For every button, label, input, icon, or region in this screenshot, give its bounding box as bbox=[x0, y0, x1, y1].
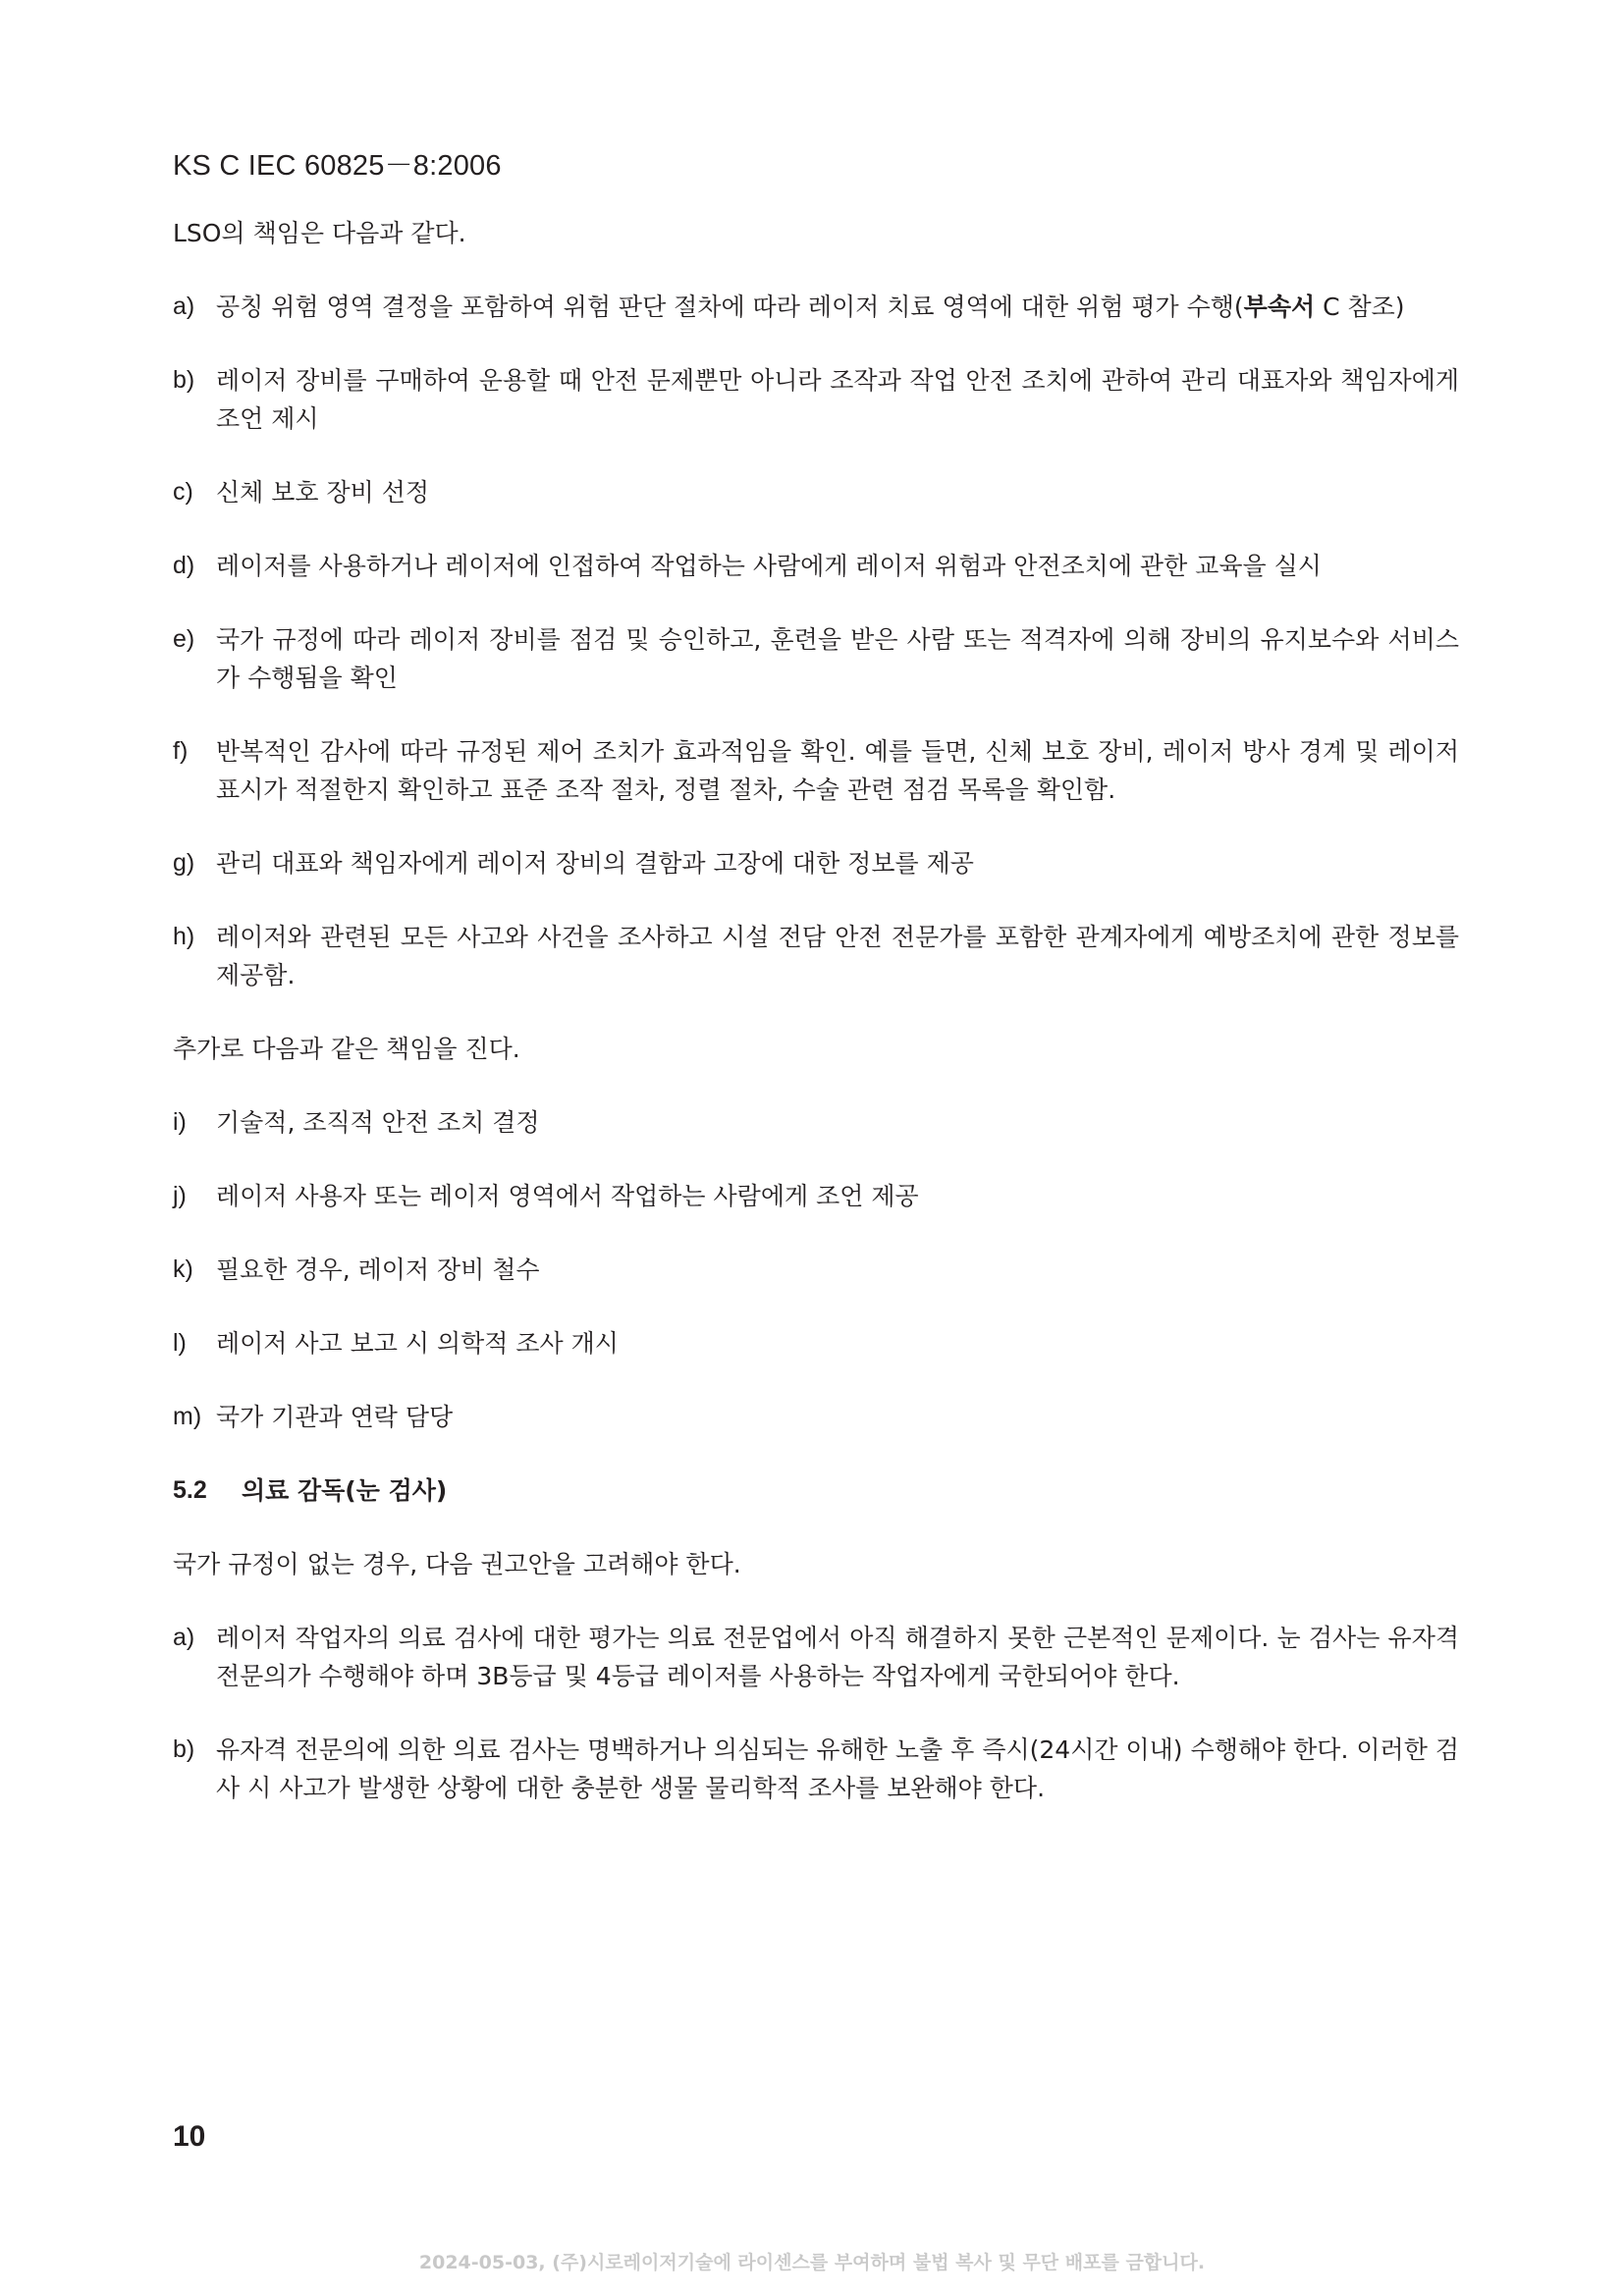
list-item-text: 레이저와 관련된 모든 사고와 사건을 조사하고 시설 전담 안전 전문가를 포함한 관계자에게 예방조치에 관한 정보를 제공함. bbox=[216, 923, 1459, 989]
list-item-text: 국가 규정에 따라 레이저 장비를 점검 및 승인하고, 훈련을 받은 사람 또는 적격자에 의해 장비의 유지보수와 서비스가 수행됨을 확인 bbox=[216, 625, 1459, 692]
list-marker: l) bbox=[173, 1329, 187, 1357]
list-item-text: 레이저 사용자 또는 레이저 영역에서 작업하는 사람에게 조언 제공 bbox=[216, 1182, 919, 1210]
list-marker: f) bbox=[173, 737, 189, 765]
list-item-text: 관리 대표와 책임자에게 레이저 장비의 결함과 고장에 대한 정보를 제공 bbox=[216, 849, 974, 878]
list-marker: k) bbox=[173, 1255, 193, 1283]
list-item-a bbox=[173, 288, 1459, 326]
list-marker: j) bbox=[173, 1182, 187, 1209]
list-item-text: 레이저를 사용하거나 레이저에 인접하여 작업하는 사람에게 레이저 위험과 안전조치에 관한 교육을 실시 bbox=[216, 552, 1322, 580]
list-item-l bbox=[173, 1324, 1459, 1362]
list-item-k bbox=[173, 1251, 1459, 1289]
list-item-text: 기술적, 조직적 안전 조치 결정 bbox=[216, 1108, 540, 1137]
additional-intro-paragraph: 추가로 다음과 같은 책임을 진다. bbox=[173, 1035, 520, 1063]
list-item-text: 공칭 위험 영역 결정을 포함하여 위험 판단 절차에 따라 레이저 치료 영역에 대한 위험 평가 수행(부속서 C 참조) bbox=[216, 293, 1405, 321]
list-marker: c) bbox=[173, 478, 193, 506]
list-item-e bbox=[173, 620, 1459, 697]
list-item-i bbox=[173, 1103, 1459, 1142]
section-list-item-a bbox=[173, 1619, 1459, 1695]
list-item-text: 반복적인 감사에 따라 규정된 제어 조치가 효과적임을 확인. 예를 들면, 신체 보호 장비, 레이저 방사 경계 및 레이저 표시가 적절한지 확인하고 표준 조작 절차, 정렬 절차, 수술 관련 점검 목록을 확인함. bbox=[216, 737, 1459, 804]
page-number: 10 bbox=[173, 2120, 206, 2153]
list-marker: d) bbox=[173, 552, 195, 579]
section-number: 5.2 bbox=[173, 1476, 207, 1504]
list-marker: e) bbox=[173, 625, 195, 653]
section-list-item-b bbox=[173, 1731, 1459, 1807]
list-item-text: 레이저 장비를 구매하여 운용할 때 안전 문제뿐만 아니라 조작과 작업 안전 조치에 관하여 관리 대표자와 책임자에게 조언 제시 bbox=[216, 366, 1459, 433]
license-footer-notice: 2024-05-03, (주)시로레이저기술에 라이센스를 부여하며 불법 복사 및 무단 배포를 금합니다. bbox=[418, 2252, 1206, 2273]
annex-reference: 부속서 bbox=[1243, 293, 1316, 321]
section-intro-paragraph: 국가 규정이 없는 경우, 다음 권고안을 고려해야 한다. bbox=[173, 1550, 741, 1578]
list-item-text: 레이저 사고 보고 시 의학적 조사 개시 bbox=[216, 1329, 619, 1358]
list-item-j bbox=[173, 1177, 1459, 1215]
list-item-d bbox=[173, 547, 1459, 585]
list-item-f bbox=[173, 732, 1459, 809]
list-marker: g) bbox=[173, 849, 195, 877]
list-item-g bbox=[173, 844, 1459, 882]
section-heading bbox=[173, 1471, 1459, 1510]
list-item-text: 신체 보호 장비 선정 bbox=[216, 478, 430, 507]
list-marker: b) bbox=[173, 1735, 195, 1763]
intro-paragraph: LSO의 책임은 다음과 같다. bbox=[173, 219, 466, 247]
list-marker: a) bbox=[173, 1624, 195, 1651]
list-marker: i) bbox=[173, 1108, 187, 1136]
section-title: 의료 감독(눈 검사) bbox=[242, 1476, 448, 1505]
list-item-text: 유자격 전문의에 의한 의료 검사는 명백하거나 의심되는 유해한 노출 후 즉시(24시간 이내) 수행해야 한다. 이러한 검사 시 사고가 발생한 상황에 대한 충분한 생물 물리학적 조사를 보완해야 한다. bbox=[216, 1735, 1459, 1802]
list-marker: h) bbox=[173, 923, 195, 950]
page-body bbox=[173, 214, 1459, 1842]
list-marker: m) bbox=[173, 1403, 202, 1430]
list-item-h bbox=[173, 918, 1459, 994]
list-item-m bbox=[173, 1398, 1459, 1436]
list-item-text: 필요한 경우, 레이저 장비 철수 bbox=[216, 1255, 540, 1284]
list-marker: a) bbox=[173, 293, 195, 320]
list-item-c bbox=[173, 473, 1459, 511]
list-item-text: 레이저 작업자의 의료 검사에 대한 평가는 의료 전문업에서 아직 해결하지 못한 근본적인 문제이다. 눈 검사는 유자격 전문의가 수행해야 하며 3B등급 및 4등급 레이저를 사용하는 작업자에게 국한되어야 한다. bbox=[216, 1624, 1459, 1690]
standard-code-header: KS C IEC 60825－8:2006 bbox=[173, 150, 502, 182]
list-item-b bbox=[173, 361, 1459, 438]
list-marker: b) bbox=[173, 366, 195, 394]
list-item-text: 국가 기관과 연락 담당 bbox=[216, 1403, 454, 1431]
